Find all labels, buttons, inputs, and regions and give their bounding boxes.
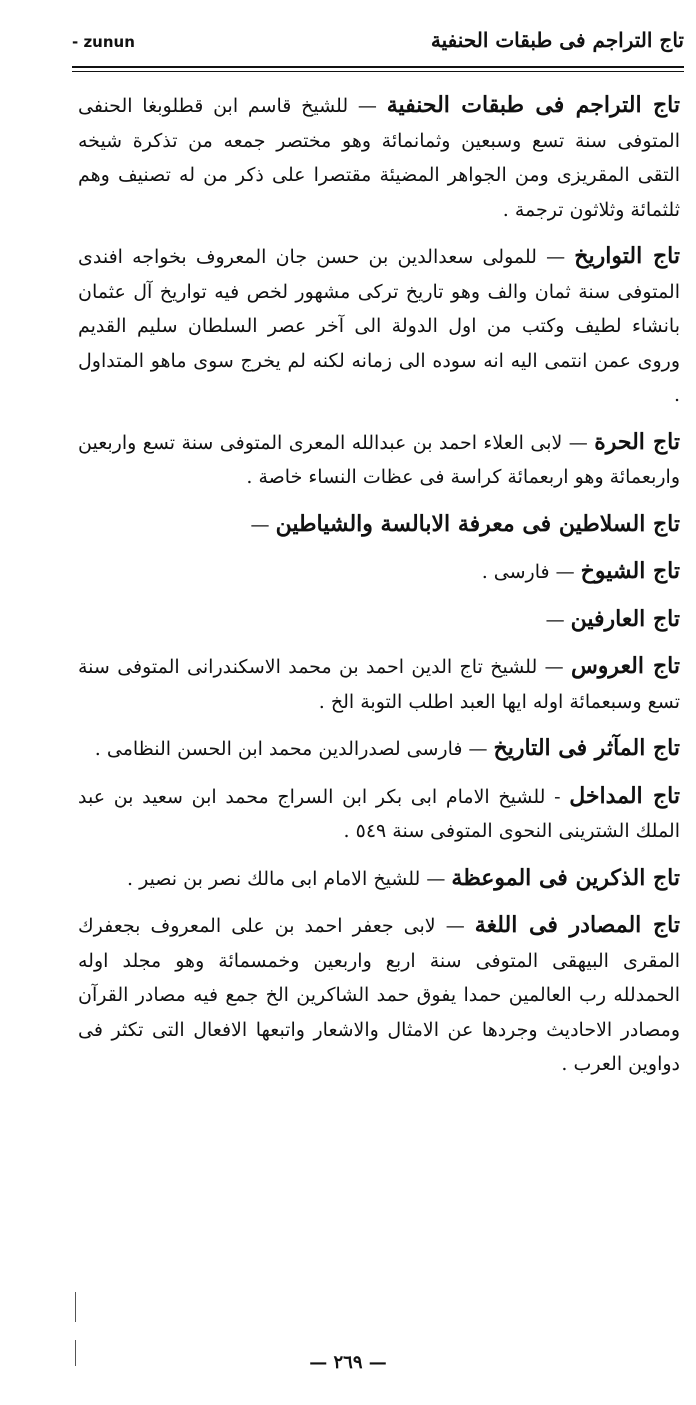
header-rule-thick — [72, 66, 684, 68]
entry — [78, 425, 680, 495]
entries-body — [78, 88, 680, 1094]
entry-text: — — [250, 513, 276, 536]
entry — [78, 649, 680, 719]
entry — [78, 554, 680, 590]
entry-title: تاج العروس — [570, 653, 680, 679]
entry — [78, 908, 680, 1082]
entry-title: تاج العارفين — [570, 605, 680, 632]
entry-title: تاج المآثر فى التاريخ — [493, 735, 680, 761]
entry — [78, 861, 680, 897]
entry-text: — للشيخ تاج الدين احمد بن محمد الاسكندرانى المتوفى سنة تسع وسبعمائة اوله ايها العبد اطلب التوبة الخ . — [78, 656, 680, 713]
entry-text: - للشيخ الامام ابى بكر ابن السراج محمد ابن سعيد بن عبد الملك الشترينى النحوى المتوفى سنة ٥٤٩ . — [78, 785, 680, 842]
entry-text: — للشيخ الامام ابى مالك نصر بن نصير . — [127, 867, 452, 890]
entry-title: تاج الشيوخ — [580, 558, 680, 584]
entry-text: — لابى العلاء احمد بن عبدالله المعرى المتوفى سنة تسع واربعين واربعمائة وهو اربعمائة كراسة فى عظات النساء خاصة . — [78, 431, 680, 488]
entry-title: تاج الذكرين فى الموعظة — [451, 864, 680, 891]
entry-title: تاج المداخل — [569, 782, 680, 809]
header-running-title: تاج التراجم فى طبقات الحنفية — [430, 28, 684, 52]
entry — [78, 602, 680, 638]
entry-text: — للشيخ قاسم ابن قطلوبغا الحنفى المتوفى سنة تسع وسبعين وثمانمائة وهو مختصر جمعه من تذكرة شيخه التقى المقريزى ومن الجواهر المضيئة مقتصرا على ذكر من له تصنيف وهم ثلثمائة وثلاثون ترجمة . — [78, 95, 680, 221]
page-number: — ٢٦٩ — — [309, 1352, 387, 1373]
margin-mark — [75, 1292, 76, 1322]
entry — [78, 239, 680, 413]
entry-title: تاج التراجم فى طبقات الحنفية — [386, 92, 681, 118]
entry-text: — — [545, 608, 571, 631]
running-header — [72, 26, 684, 68]
entry-title: تاج المصادر فى اللغة — [474, 912, 680, 938]
header-rule-thin — [72, 71, 684, 72]
entry — [78, 779, 680, 849]
entry-text: — لابى جعفر احمد بن على المعروف بجعفرك المقرى البيهقى المتوفى سنة اربع واربعين وخمسمائة وهو مجلد اوله الحمدلله رب العالمين حمدا يفوق حمد الشاكرين الخ جمع فيه مصادر القرآن ومصادر الاحاديث وجردها عن الامثال والاشعار واتبعها الافعال التى تكثر فى دواوين العرب . — [78, 915, 680, 1075]
entry — [78, 731, 680, 767]
entry-text: — فارسى . — [481, 561, 581, 583]
entry-title: تاج الحرة — [594, 428, 680, 455]
entry — [78, 88, 680, 227]
header-left-label: - zunun — [72, 33, 135, 51]
entry — [78, 507, 680, 543]
entry-title: تاج السلاطين فى معرفة الابالسة والشياطين — [275, 510, 680, 537]
entry-text: — فارسى لصدرالدين محمد ابن الحسن النظامى . — [94, 738, 494, 760]
entry-title: تاج التواريخ — [574, 243, 680, 269]
entry-text: — للمولى سعدالدين بن حسن جان المعروف بخواجه افندى المتوفى سنة ثمان والف وهو تاريخ تركى مشهور لخص فيه تواريخ آل عثمان بانشاء لطيف وكتب من اول الدولة الى آخر عصر السلطان سليم القديم وروى عمن انتمى اليه انه سوده الى زمانه لكنه لم يخرج سوى ماهو المتداول . — [78, 246, 680, 406]
